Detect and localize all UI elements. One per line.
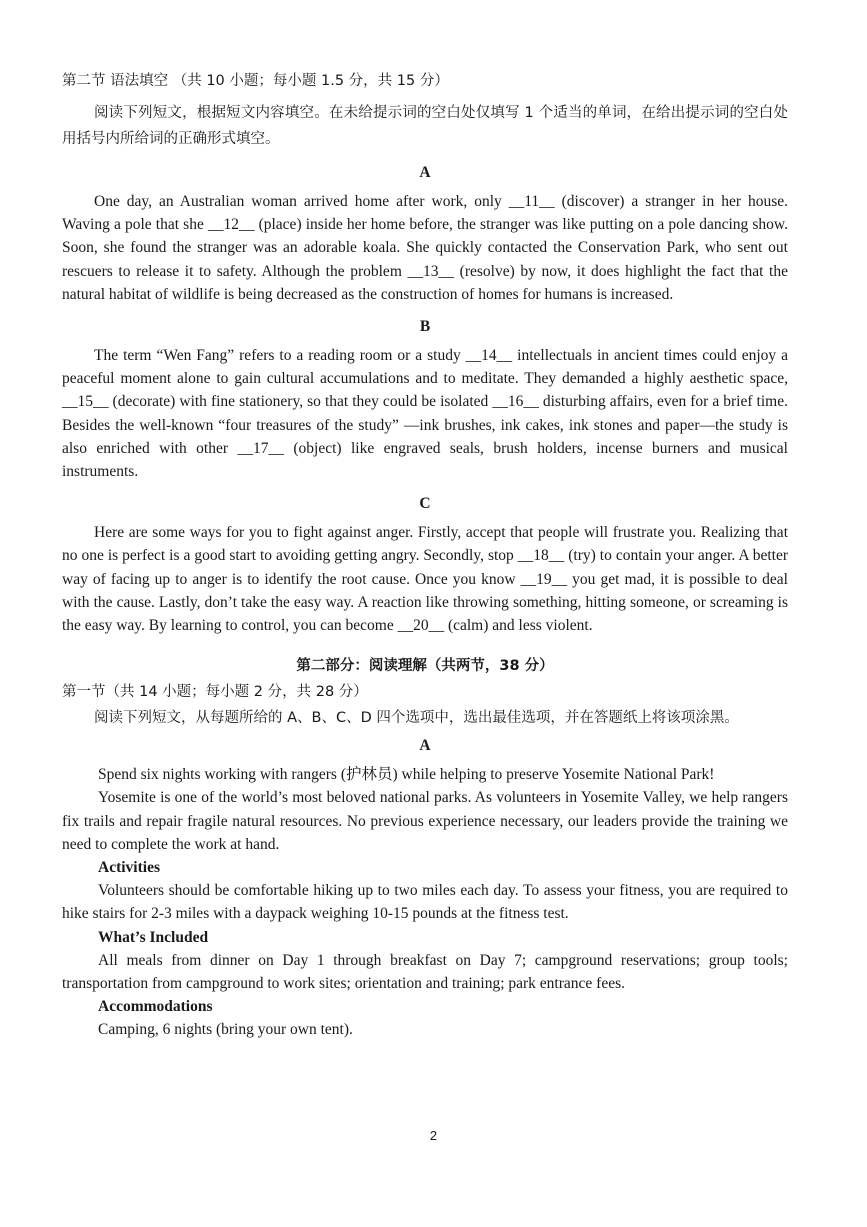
- passage-c-letter: C: [419, 495, 431, 513]
- section2-heading: 第二节 语法填空 （共 10 小题；每小题 1.5 分，共 15 分）: [62, 73, 449, 89]
- passage-c-text: Here are some ways for you to fight against anger. Firstly, accept that people will frustrate you. Realizing that no one is perfect is a good start to avoiding getting angry. Secondly, stop __18__ (try) to contain your anger. A better way of facing up to anger is to identify the root cause. Once you know __19__ you get mad, it is possible to deal with the cause. Lastly, don’t take the easy way. A reaction like throwing something, hitting someone, or screaming is the easy way. By learning to control, you can become __20__ (calm) and less violent.: [62, 524, 788, 635]
- included-text: All meals from dinner on Day 1 through breakfast on Day 7; campground reservations; group tools; transportation from campground to work sites; orientation and training; park entrance fees.: [62, 951, 788, 993]
- passage-a-letter: A: [419, 164, 431, 181]
- included-heading: What’s Included: [98, 928, 209, 946]
- accommodations-heading: Accommodations: [98, 998, 213, 1016]
- activities-text: Volunteers should be comfortable hiking up to two miles each day. To assess your fitness, you are required to hike stairs for 2-3 miles with a daypack weighing 10-15 pounds at the fitness test.: [62, 882, 788, 923]
- section2-instructions: 阅读下列短文，根据短文内容填空。在未给提示词的空白处仅填写 1 个适当的单词，在给出提示词的空白处用括号内所给词的正确形式填空。: [62, 105, 788, 147]
- part2-title: 第二部分：阅读理解（共两节，38 分）: [296, 658, 554, 675]
- exam-page: [62, 70, 788, 1042]
- part2-instructions: 阅读下列短文，从每题所给的 A、B、C、D 四个选项中，选出最佳选项，并在答题纸上将该项涂黑。: [94, 710, 739, 727]
- passage-a-text: One day, an Australian woman arrived home after work, only __11__ (discover) a stranger in her house. Waving a pole that she __12__ (place) inside her home before, the stranger was like putting on a pole dancing show. Soon, she found the stranger was an adorable koala. She quickly contacted the Conservation Park, who sent out rescuers to release it to safety. Although the problem __13__ (resolve) by now, it does highlight the fact that the natural habitat of wildlife is being decreased as the construction of homes for humans is increased.: [62, 193, 788, 303]
- passage-b-letter: B: [419, 318, 431, 336]
- reading-a-intro: Spend six nights working with rangers (护林员) while helping to preserve Yosemite National Park!: [98, 766, 715, 784]
- reading-a-body: Yosemite is one of the world’s most beloved national parks. As volunteers in Yosemite Valley, we help rangers fix trails and repair fragile natural resources. No previous experience necessary, our leaders provide the training we need to complete the work at hand.: [62, 789, 788, 853]
- activities-heading: Activities: [98, 859, 160, 877]
- page-number: 2: [429, 1128, 438, 1143]
- part2-section1-heading: 第一节（共 14 小题；每小题 2 分，共 28 分）: [62, 684, 368, 701]
- reading-a-letter: A: [419, 737, 431, 755]
- accommodations-text: Camping, 6 nights (bring your own tent).: [98, 1021, 353, 1039]
- passage-b-text: The term “Wen Fang” refers to a reading room or a study __14__ intellectuals in ancient times could enjoy a peaceful moment alone to gain cultural accumulations and to meditate. They demanded a highly aesthetic space, __15__ (decorate) with fine stationery, so that they could be isolated __16__ disturbing affairs, even for a brief time. Besides the well-known “four treasures of the study” —ink brushes, ink cakes, ink stones and paper—the study is also enriched with other __17__ (object) like engraved seals, brush holders, incense burners and musical instruments.: [62, 347, 788, 481]
